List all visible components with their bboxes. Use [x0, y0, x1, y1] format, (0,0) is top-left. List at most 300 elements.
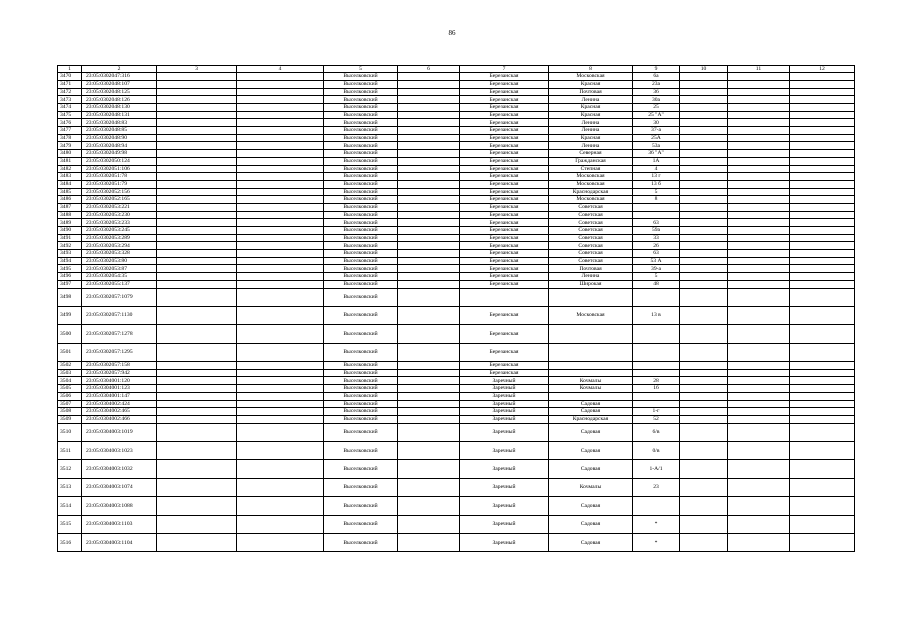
cadastral-number-cell: 23:05:0304003:1019 [82, 423, 157, 441]
table-row [58, 173, 855, 181]
district-cell: Выселковский [324, 515, 398, 533]
house-cell: 30а [633, 96, 680, 104]
house-cell: 63 [633, 250, 680, 258]
empty-cell [398, 73, 460, 81]
street-cell: Садовая [549, 497, 633, 515]
house-cell [633, 325, 680, 343]
empty-cell [237, 234, 324, 242]
settlement-cell: Заречный [460, 533, 549, 551]
empty-cell [728, 196, 790, 204]
empty-cell [398, 203, 460, 211]
house-cell: 13 г [633, 173, 680, 181]
row-number-cell: 3513 [58, 478, 82, 496]
empty-cell [728, 408, 790, 416]
empty-cell [680, 392, 728, 400]
empty-cell [728, 88, 790, 96]
empty-cell [398, 157, 460, 165]
empty-cell [157, 442, 237, 460]
empty-cell [398, 211, 460, 219]
cadastral-number-cell: 23:05:0302054:35 [82, 273, 157, 281]
street-cell: Кочмалы [549, 385, 633, 393]
empty-cell [680, 88, 728, 96]
empty-cell [398, 227, 460, 235]
empty-cell [398, 188, 460, 196]
empty-cell [398, 515, 460, 533]
table-row [58, 408, 855, 416]
table-row [58, 127, 855, 135]
empty-cell [790, 165, 855, 173]
empty-cell [790, 196, 855, 204]
empty-cell [398, 533, 460, 551]
table-row [58, 257, 855, 265]
street-cell: Кочмалы [549, 478, 633, 496]
district-cell: Выселковский [324, 142, 398, 150]
house-cell: 1-А/1 [633, 460, 680, 478]
empty-cell [728, 265, 790, 273]
empty-cell [728, 400, 790, 408]
empty-cell [790, 227, 855, 235]
settlement-cell: Заречный [460, 423, 549, 441]
district-cell: Выселковский [324, 173, 398, 181]
empty-cell [680, 196, 728, 204]
empty-cell [157, 265, 237, 273]
empty-cell [237, 288, 324, 306]
street-cell: Московская [549, 196, 633, 204]
house-cell: 4 [633, 165, 680, 173]
settlement-cell: Березанская [460, 273, 549, 281]
header-cell: 6 [398, 66, 460, 73]
empty-cell [728, 280, 790, 288]
empty-cell [680, 533, 728, 551]
house-cell: 5 [633, 273, 680, 281]
empty-cell [790, 134, 855, 142]
cadastral-number-cell: 23:05:0304002:466 [82, 415, 157, 423]
district-cell: Выселковский [324, 73, 398, 81]
row-number-cell: 3485 [58, 188, 82, 196]
cadastral-number-cell: 23:05:0302052:165 [82, 196, 157, 204]
street-cell: Ленина [549, 127, 633, 135]
house-cell: 36 "А" [633, 150, 680, 158]
empty-cell [157, 306, 237, 324]
empty-cell [728, 142, 790, 150]
house-cell: 59а [633, 227, 680, 235]
settlement-cell: Заречный [460, 415, 549, 423]
street-cell: Московская [549, 180, 633, 188]
table-row [58, 203, 855, 211]
empty-cell [790, 362, 855, 370]
street-cell: Московская [549, 173, 633, 181]
empty-cell [790, 234, 855, 242]
settlement-cell: Заречный [460, 392, 549, 400]
settlement-cell: Березанская [460, 134, 549, 142]
empty-cell [398, 142, 460, 150]
empty-cell [680, 250, 728, 258]
district-cell: Выселковский [324, 408, 398, 416]
table-row [58, 150, 855, 158]
empty-cell [237, 134, 324, 142]
street-cell: Садовая [549, 533, 633, 551]
empty-cell [398, 385, 460, 393]
empty-cell [237, 227, 324, 235]
empty-cell [728, 104, 790, 112]
district-cell: Выселковский [324, 385, 398, 393]
empty-cell [790, 127, 855, 135]
empty-cell [398, 119, 460, 127]
empty-cell [398, 257, 460, 265]
district-cell: Выселковский [324, 415, 398, 423]
table-row [58, 88, 855, 96]
row-number-cell: 3506 [58, 392, 82, 400]
empty-cell [157, 343, 237, 361]
street-cell: Ленина [549, 96, 633, 104]
empty-cell [728, 478, 790, 496]
settlement-cell: Заречный [460, 460, 549, 478]
empty-cell [157, 362, 237, 370]
empty-cell [157, 88, 237, 96]
empty-cell [728, 515, 790, 533]
table-row [58, 362, 855, 370]
empty-cell [790, 423, 855, 441]
empty-cell [790, 400, 855, 408]
empty-cell [398, 196, 460, 204]
empty-cell [157, 196, 237, 204]
cadastral-number-cell: 23:05:0302053:328 [82, 250, 157, 258]
settlement-cell: Березанская [460, 250, 549, 258]
empty-cell [790, 533, 855, 551]
empty-cell [790, 478, 855, 496]
empty-cell [157, 188, 237, 196]
empty-cell [157, 273, 237, 281]
settlement-cell: Березанская [460, 196, 549, 204]
street-cell: Красная [549, 80, 633, 88]
district-cell: Выселковский [324, 127, 398, 135]
empty-cell [728, 377, 790, 385]
empty-cell [790, 211, 855, 219]
empty-cell [790, 442, 855, 460]
row-number-cell: 3508 [58, 408, 82, 416]
street-cell: Красная [549, 104, 633, 112]
settlement-cell: Заречный [460, 408, 549, 416]
table-row [58, 250, 855, 258]
row-number-cell: 3477 [58, 127, 82, 135]
row-number-cell: 3471 [58, 80, 82, 88]
table-row [58, 211, 855, 219]
row-number-cell: 3504 [58, 377, 82, 385]
empty-cell [157, 134, 237, 142]
row-number-cell: 3492 [58, 242, 82, 250]
empty-cell [680, 377, 728, 385]
street-cell: Ленина [549, 273, 633, 281]
house-cell: 23а [633, 80, 680, 88]
empty-cell [680, 415, 728, 423]
empty-cell [680, 188, 728, 196]
empty-cell [728, 306, 790, 324]
settlement-cell: Березанская [460, 180, 549, 188]
empty-cell [157, 497, 237, 515]
house-cell [633, 392, 680, 400]
empty-cell [790, 173, 855, 181]
cadastral-number-cell: 23:05:0302048:130 [82, 104, 157, 112]
street-cell: Советская [549, 203, 633, 211]
empty-cell [157, 250, 237, 258]
cadastral-number-cell: 23:05:0302051:106 [82, 165, 157, 173]
street-cell: Краснодарская [549, 188, 633, 196]
empty-cell [728, 203, 790, 211]
settlement-cell: Березанская [460, 173, 549, 181]
table-row [58, 157, 855, 165]
empty-cell [157, 415, 237, 423]
empty-cell [680, 257, 728, 265]
empty-cell [237, 142, 324, 150]
row-number-cell: 3501 [58, 343, 82, 361]
cadastral-number-cell: 23:05:0302053:289 [82, 234, 157, 242]
empty-cell [157, 400, 237, 408]
empty-cell [680, 150, 728, 158]
table-row [58, 288, 855, 306]
district-cell: Выселковский [324, 265, 398, 273]
empty-cell [680, 173, 728, 181]
registry-body [58, 66, 855, 552]
row-number-cell: 3486 [58, 196, 82, 204]
settlement-cell: Березанская [460, 73, 549, 81]
empty-cell [680, 119, 728, 127]
street-cell: Советская [549, 227, 633, 235]
empty-cell [398, 369, 460, 377]
cadastral-number-cell: 23:05:0302053:294 [82, 242, 157, 250]
cadastral-number-cell: 23:05:0302057:1079 [82, 288, 157, 306]
empty-cell [157, 377, 237, 385]
house-cell: * [633, 533, 680, 551]
empty-cell [680, 423, 728, 441]
settlement-cell: Березанская [460, 96, 549, 104]
cadastral-number-cell: 23:05:0304001:147 [82, 392, 157, 400]
house-cell: 30 [633, 119, 680, 127]
header-cell: 12 [790, 66, 855, 73]
street-cell [549, 369, 633, 377]
street-cell: Северная [549, 150, 633, 158]
empty-cell [157, 385, 237, 393]
empty-cell [680, 242, 728, 250]
empty-cell [398, 150, 460, 158]
empty-cell [728, 127, 790, 135]
empty-cell [237, 265, 324, 273]
table-row [58, 442, 855, 460]
street-cell: Кочмалы [549, 377, 633, 385]
empty-cell [157, 180, 237, 188]
house-cell: 25 [633, 104, 680, 112]
empty-cell [237, 188, 324, 196]
empty-cell [398, 497, 460, 515]
empty-cell [157, 392, 237, 400]
street-cell: Московская [549, 306, 633, 324]
empty-cell [790, 385, 855, 393]
header-cell: 10 [680, 66, 728, 73]
empty-cell [790, 273, 855, 281]
empty-cell [237, 180, 324, 188]
street-cell: Советская [549, 234, 633, 242]
house-cell [633, 362, 680, 370]
empty-cell [728, 325, 790, 343]
empty-cell [680, 385, 728, 393]
empty-cell [790, 242, 855, 250]
empty-cell [237, 111, 324, 119]
row-number-cell: 3497 [58, 280, 82, 288]
empty-cell [237, 257, 324, 265]
house-cell [633, 203, 680, 211]
row-number-cell: 3495 [58, 265, 82, 273]
row-number-cell: 3514 [58, 497, 82, 515]
district-cell: Выселковский [324, 165, 398, 173]
empty-cell [157, 104, 237, 112]
table-row [58, 280, 855, 288]
cadastral-number-cell: 23:05:0302048:125 [82, 88, 157, 96]
street-cell: Советская [549, 219, 633, 227]
empty-cell [237, 408, 324, 416]
empty-cell [680, 306, 728, 324]
empty-cell [680, 265, 728, 273]
district-cell: Выселковский [324, 400, 398, 408]
empty-cell [398, 88, 460, 96]
empty-cell [237, 460, 324, 478]
row-number-cell: 3516 [58, 533, 82, 551]
cadastral-number-cell: 23:05:0302053:245 [82, 227, 157, 235]
empty-cell [398, 460, 460, 478]
district-cell: Выселковский [324, 157, 398, 165]
empty-cell [157, 257, 237, 265]
empty-cell [728, 73, 790, 81]
cadastral-number-cell: 23:05:0304003:1074 [82, 478, 157, 496]
empty-cell [398, 423, 460, 441]
house-cell: 53а [633, 142, 680, 150]
street-cell [549, 343, 633, 361]
settlement-cell: Березанская [460, 219, 549, 227]
empty-cell [398, 242, 460, 250]
table-row [58, 343, 855, 361]
empty-cell [237, 211, 324, 219]
cadastral-number-cell: 23:05:0302048:126 [82, 96, 157, 104]
empty-cell [398, 111, 460, 119]
district-cell: Выселковский [324, 203, 398, 211]
empty-cell [237, 442, 324, 460]
empty-cell [237, 478, 324, 496]
empty-cell [680, 369, 728, 377]
cadastral-number-cell: 23:05:0302047:316 [82, 73, 157, 81]
street-cell: Советская [549, 250, 633, 258]
empty-cell [728, 80, 790, 88]
house-cell: 36 [633, 88, 680, 96]
empty-cell [680, 203, 728, 211]
row-number-cell: 3483 [58, 173, 82, 181]
table-row [58, 96, 855, 104]
empty-cell [680, 497, 728, 515]
empty-cell [398, 127, 460, 135]
row-number-cell: 3493 [58, 250, 82, 258]
settlement-cell: Заречный [460, 515, 549, 533]
empty-cell [157, 408, 237, 416]
table-row [58, 306, 855, 324]
settlement-cell: Заречный [460, 442, 549, 460]
empty-cell [157, 369, 237, 377]
empty-cell [728, 385, 790, 393]
empty-cell [728, 392, 790, 400]
house-cell: 52 [633, 415, 680, 423]
row-number-cell: 3512 [58, 460, 82, 478]
settlement-cell: Заречный [460, 385, 549, 393]
district-cell: Выселковский [324, 250, 398, 258]
empty-cell [157, 460, 237, 478]
empty-cell [237, 150, 324, 158]
empty-cell [237, 88, 324, 96]
settlement-cell: Заречный [460, 400, 549, 408]
empty-cell [790, 96, 855, 104]
settlement-cell: Березанская [460, 111, 549, 119]
empty-cell [157, 288, 237, 306]
house-cell: 8 [633, 196, 680, 204]
empty-cell [157, 80, 237, 88]
empty-cell [790, 369, 855, 377]
empty-cell [237, 127, 324, 135]
district-cell: Выселковский [324, 211, 398, 219]
empty-cell [398, 219, 460, 227]
empty-cell [728, 227, 790, 235]
empty-cell [790, 377, 855, 385]
header-cell: 11 [728, 66, 790, 73]
cadastral-number-cell: 23:05:0304001:120 [82, 377, 157, 385]
street-cell: Ленина [549, 119, 633, 127]
row-number-cell: 3511 [58, 442, 82, 460]
cadastral-number-cell: 23:05:0302057:1130 [82, 306, 157, 324]
street-cell: Садовая [549, 460, 633, 478]
empty-cell [237, 515, 324, 533]
empty-cell [398, 96, 460, 104]
cadastral-number-cell: 23:05:0302048:94 [82, 142, 157, 150]
table-row [58, 460, 855, 478]
header-cell: 2 [82, 66, 157, 73]
cadastral-number-cell: 23:05:0302048:90 [82, 134, 157, 142]
empty-cell [680, 96, 728, 104]
empty-cell [398, 408, 460, 416]
street-cell: Степная [549, 165, 633, 173]
cadastral-number-cell: 23:05:0302048:131 [82, 111, 157, 119]
cadastral-number-cell: 23:05:0302055:137 [82, 280, 157, 288]
settlement-cell: Заречный [460, 377, 549, 385]
settlement-cell: Заречный [460, 478, 549, 496]
district-cell: Выселковский [324, 96, 398, 104]
empty-cell [790, 257, 855, 265]
empty-cell [157, 150, 237, 158]
empty-cell [728, 173, 790, 181]
row-number-cell: 3507 [58, 400, 82, 408]
empty-cell [728, 219, 790, 227]
house-cell [633, 400, 680, 408]
empty-cell [728, 134, 790, 142]
empty-cell [237, 250, 324, 258]
empty-cell [398, 400, 460, 408]
empty-cell [398, 80, 460, 88]
street-cell: Красная [549, 111, 633, 119]
house-cell: 39-а [633, 265, 680, 273]
empty-cell [157, 242, 237, 250]
row-number-cell: 3490 [58, 227, 82, 235]
table-row [58, 242, 855, 250]
house-cell [633, 343, 680, 361]
table-row [58, 227, 855, 235]
street-cell: Садовая [549, 515, 633, 533]
street-cell: Советская [549, 211, 633, 219]
row-number-cell: 3473 [58, 96, 82, 104]
empty-cell [728, 362, 790, 370]
empty-cell [680, 273, 728, 281]
